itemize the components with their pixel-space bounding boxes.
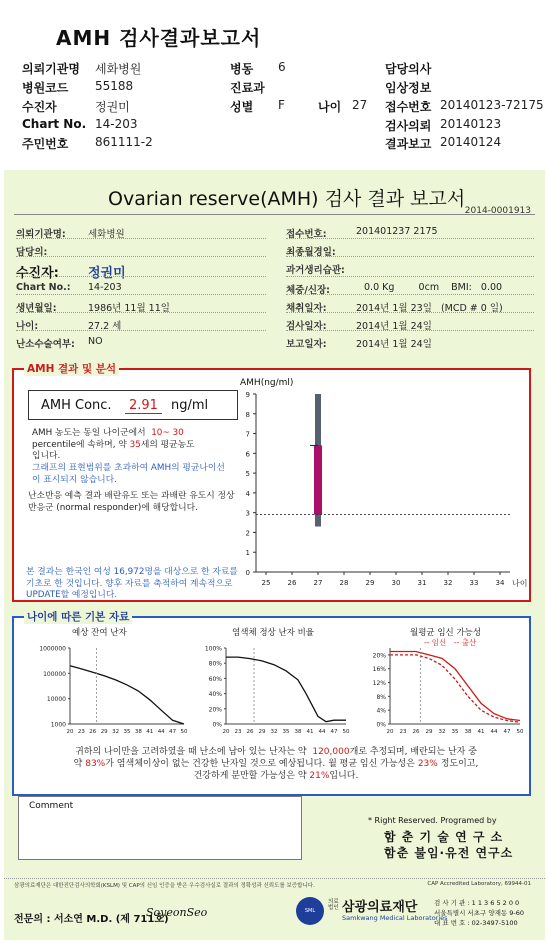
x-tick-label: 35: [451, 729, 459, 735]
x-tick-label: 50: [180, 729, 188, 735]
hdr-val-hospital-code: 55188: [95, 79, 134, 93]
y-tick-label: 100000: [43, 670, 66, 678]
series-line-1: [226, 657, 346, 722]
row-divider: [16, 256, 266, 257]
interp-text: 입니다.: [32, 451, 61, 461]
y-tick-label: 1000: [50, 721, 66, 729]
y-tick-label: 5: [245, 470, 250, 479]
y-tick-label: 60%: [208, 675, 222, 683]
hdr-key-patient: 수진자: [22, 100, 57, 114]
info-key-birthdate: 생년월일:: [16, 303, 57, 314]
y-tick-label: 9: [245, 391, 250, 399]
series-line-2: [390, 655, 520, 722]
x-tick-label: 33: [469, 579, 479, 587]
row-divider: [16, 276, 266, 277]
x-axis-label: 나이: [512, 579, 528, 588]
x-tick-label: 29: [425, 729, 433, 735]
legend-birth: -- 출산: [454, 638, 477, 647]
y-tick-label: 0: [245, 569, 250, 577]
y-tick-label: 7: [245, 430, 250, 439]
x-tick-label: 29: [100, 729, 108, 735]
summary-birth-rate: 21%: [309, 771, 330, 781]
hdr-val-patient: 정권미: [95, 100, 130, 114]
hdr-key-age: 나이: [318, 100, 342, 114]
info-val-report-date: 2014년 1월 24일: [356, 339, 432, 350]
comment-box: [18, 796, 302, 860]
x-tick-label: 25: [261, 579, 271, 587]
x-tick-label: 38: [294, 729, 302, 735]
y-tick-label: 40%: [208, 691, 222, 699]
y-tick-label: 10000: [46, 696, 66, 704]
hdr-key-id-number: 주민번호: [22, 137, 69, 151]
summary-pregnancy-rate: 23%: [417, 759, 438, 769]
hdr-key-chart-no: Chart No.: [22, 117, 87, 131]
info-key-accession: 접수번호:: [286, 229, 327, 240]
x-tick-label: 41: [306, 729, 314, 735]
y-tick-label: 1000000: [39, 645, 66, 653]
info-key-chart-no: Chart No.:: [16, 282, 71, 293]
hdr-key-doctor: 담당의사: [385, 62, 432, 76]
hdr-key-clinical: 임상정보: [385, 81, 432, 95]
row-divider: [16, 330, 266, 331]
hdr-val-institution: 세화병원: [95, 62, 142, 76]
x-tick-label: 26: [412, 729, 420, 735]
interp-text: 세의 평균농도: [140, 439, 195, 450]
hdr-val-accession: 20140123-72175: [440, 98, 544, 112]
info-key-collection-date: 채취일자:: [286, 303, 327, 314]
normal-oocyte-ratio-chart: [192, 640, 352, 740]
contact-lab-number: 검 사 기 관 : 1 1 3 6 5 2 0 0: [434, 899, 520, 907]
x-tick-label: 32: [270, 729, 278, 735]
info-val-institution: 세화병원: [88, 229, 125, 240]
age-reference-section: [12, 611, 531, 796]
summary-text: 귀하의 나이만을 고려하였을 때 난소에 남아 있는 난자는 약: [75, 747, 307, 757]
info-val-weight-height: 0.0 Kg 0cm BMI: 0.00: [364, 282, 503, 293]
specialist-name: 전문의 : 서소연 M.D. (제 711호): [14, 914, 169, 925]
summary-normal-ratio: 83%: [85, 759, 106, 769]
x-tick-label: 44: [490, 729, 498, 735]
report-title: Ovarian reserve(AMH) 검사 결과 보고서: [108, 188, 466, 210]
info-val-patient: 정권미: [88, 266, 126, 281]
summary-text: 약: [73, 759, 83, 769]
row-divider: [286, 276, 534, 277]
footer-divider: [4, 878, 545, 879]
x-tick-label: 35: [123, 729, 131, 735]
amh-responder-note: 난소반응 예측 결과 배란유도 또는 과배란 유도시 정상반응군 (normal responder)에 해당합니다.: [28, 491, 235, 513]
header-title: AMH 검사결과보고서: [56, 26, 262, 50]
x-tick-label: 38: [464, 729, 472, 735]
info-val-ovary-surgery: NO: [88, 336, 103, 347]
row-divider: [16, 294, 266, 295]
hdr-key-reported: 결과보고: [385, 137, 432, 151]
row-divider: [286, 312, 534, 313]
x-tick-label: 47: [503, 729, 511, 735]
info-key-patient: 수진자:: [16, 266, 59, 281]
info-val-collection-date: 2014년 1월 23일 (MCD # 0 일): [356, 303, 503, 314]
y-tick-label: 1: [245, 549, 250, 558]
chart2-title: 염색체 정상 난자 비율: [232, 628, 315, 638]
hdr-val-chart-no: 14-203: [95, 117, 138, 131]
y-tick-label: 80%: [208, 660, 222, 668]
hdr-val-age: 27: [352, 98, 368, 112]
y-tick-label: 4%: [376, 707, 386, 715]
x-tick-label: 34: [495, 579, 505, 587]
interp-percentile: 10~ 30: [151, 428, 184, 438]
remaining-oocytes-chart: [22, 640, 190, 740]
info-key-institution: 의뢰기관명:: [16, 229, 66, 240]
info-key-test-date: 검사일자:: [286, 321, 327, 332]
row-divider: [16, 238, 266, 239]
age-summary: [22, 746, 530, 782]
interp-age: 35: [129, 439, 141, 450]
monthly-pregnancy-chart: [356, 640, 526, 740]
x-tick-label: 32: [438, 729, 446, 735]
y-tick-label: 3: [245, 509, 250, 518]
report-sheet: [4, 170, 545, 940]
amh-chart-ylabel: AMH(ng/ml): [240, 378, 294, 388]
x-tick-label: 28: [339, 579, 349, 587]
info-key-lmp: 최종월경일:: [286, 247, 336, 258]
row-divider: [286, 330, 534, 331]
y-tick-label: 0%: [376, 721, 386, 729]
y-tick-label: 20%: [372, 652, 386, 660]
x-tick-label: 44: [318, 729, 326, 735]
summary-text: 입니다.: [329, 771, 359, 781]
x-tick-label: 32: [112, 729, 120, 735]
interquartile-box: [314, 445, 322, 514]
hdr-key-accession: 접수번호: [385, 100, 432, 114]
y-tick-label: 100%: [204, 645, 222, 653]
interp-text: percentile에 속하며, 약: [32, 439, 127, 450]
amh-conc-value: 2.91: [125, 398, 162, 414]
hdr-val-reported: 20140124: [440, 135, 502, 149]
hdr-val-ward: 6: [278, 60, 286, 74]
x-tick-label: 41: [477, 729, 485, 735]
organization-name-en: Samkwang Medical Laboratories: [342, 914, 448, 922]
y-tick-label: 8%: [376, 693, 386, 701]
chart1-title: 예상 잔여 난자: [72, 628, 127, 638]
x-tick-label: 29: [365, 579, 375, 587]
amh-blue-note: 그래프의 표현범위를 초과하여 AMH의 평균나이선이 표시되지 않습니다.: [32, 463, 225, 485]
y-tick-label: 16%: [372, 666, 386, 674]
amh-footnote: 본 결과는 한국인 여성 16,972명을 대상으로 한 자료를 기초로 한 것입니다. 향후 자료를 축적하여 계속적으로 UPDATE할 예정입니다.: [26, 567, 238, 600]
x-tick-label: 27: [313, 579, 323, 587]
organization-name: 삼광의료재단: [342, 900, 418, 915]
comment-label: Comment: [29, 801, 74, 811]
institute-1: 함 춘 기 술 연 구 소: [384, 830, 504, 844]
contact-address: 서울특별시 서초구 양재동 9-60: [434, 909, 525, 917]
x-tick-label: 20: [66, 729, 74, 735]
summary-text: 개로 추정되며, 배란되는 난자 중: [349, 747, 477, 757]
x-tick-label: 50: [342, 729, 350, 735]
x-tick-label: 47: [169, 729, 177, 735]
interp-text: AMH 농도는 동일 나이군에서: [32, 428, 146, 438]
x-tick-label: 26: [246, 729, 254, 735]
x-tick-label: 23: [77, 729, 85, 735]
x-tick-label: 31: [417, 579, 427, 587]
hdr-key-hospital-code: 병원코드: [22, 81, 69, 95]
info-val-birthdate: 1986년 11월 11일: [88, 303, 170, 314]
info-val-chart-no: 14-203: [88, 282, 122, 293]
title-divider: [14, 214, 535, 215]
row-divider: [286, 238, 534, 239]
series-line-1: [70, 666, 184, 724]
hdr-key-institution: 의뢰기관명: [22, 62, 80, 76]
y-tick-label: 20%: [208, 706, 222, 714]
y-tick-label: 12%: [372, 680, 386, 688]
summary-text: 가 염색체이상이 없는 건강한 난자일 것으로 예상됩니다. 월 평균 임신 가능성은: [105, 759, 415, 769]
report-header: [0, 0, 547, 168]
rights-text: * Right Reserved. Programed by: [368, 816, 497, 825]
amh-age-chart: [238, 386, 528, 598]
summary-text: 건강하게 분만할 가능성은 약: [193, 771, 307, 781]
amh-section-title: AMH 결과 및 분석: [24, 361, 119, 376]
x-tick-label: 26: [287, 579, 297, 587]
x-tick-label: 23: [234, 729, 242, 735]
amh-interpretation: [32, 428, 242, 463]
x-tick-label: 32: [443, 579, 453, 587]
row-divider: [286, 294, 534, 295]
info-val-age: 27.2 세: [88, 321, 122, 332]
x-tick-label: 44: [157, 729, 165, 735]
report-number: 2014-0001913: [464, 206, 531, 216]
x-tick-label: 26: [89, 729, 97, 735]
info-key-report-date: 보고일자:: [286, 339, 327, 350]
info-val-test-date: 2014년 1월 24일: [356, 321, 432, 332]
org-prefix: 의료 법인: [328, 899, 339, 911]
x-tick-label: 41: [146, 729, 154, 735]
summary-oocyte-count: 120,000: [312, 747, 350, 757]
x-tick-label: 30: [391, 579, 401, 587]
series-line-1: [390, 652, 520, 721]
institute-2: 함춘 불임·유전 연구소: [384, 846, 514, 860]
hdr-val-requested: 20140123: [440, 117, 502, 131]
hdr-key-ward: 병동: [230, 62, 254, 76]
x-tick-label: 23: [399, 729, 407, 735]
hdr-key-department: 진료과: [230, 81, 265, 95]
x-tick-label: 50: [516, 729, 524, 735]
smk-logo-icon: SML: [296, 897, 324, 925]
x-tick-label: 47: [330, 729, 338, 735]
amh-concentration-box: [28, 390, 238, 420]
y-tick-label: 6: [245, 450, 250, 459]
doctor-signature: SoyeonSeo: [146, 906, 208, 919]
info-key-weight-height: 체중/신장:: [286, 285, 330, 296]
x-tick-label: 38: [134, 729, 142, 735]
amh-result-section: [12, 363, 531, 602]
y-tick-label: 0%: [212, 721, 222, 729]
summary-text: 정도이고,: [440, 759, 479, 769]
x-tick-label: 35: [282, 729, 290, 735]
accreditation-disclaimer: 삼광의료재단은 대한진단검사의학회(KSLM) 및 CAP의 신임 인증을 받은 우수검사실로 결과의 정확성과 신뢰도를 보증합니다.: [14, 883, 315, 889]
amh-conc-label: AMH Conc.: [41, 398, 112, 413]
info-val-accession: 201401237 2175: [356, 226, 438, 237]
info-key-menstrual-history: 과거생리습관:: [286, 265, 345, 276]
x-tick-label: 29: [258, 729, 266, 735]
x-tick-label: 20: [222, 729, 230, 735]
y-tick-label: 8: [245, 410, 250, 419]
contact-phone: 대 표 번 호 : 02-3497-5100: [434, 919, 518, 927]
row-divider: [16, 312, 266, 313]
hdr-key-sex: 성별: [230, 100, 254, 114]
y-tick-label: 4: [245, 489, 250, 498]
amh-conc-unit: ng/ml: [171, 398, 209, 413]
legend-pregnancy: -- 임신: [424, 638, 447, 647]
info-key-ovary-surgery: 난소수술여부:: [16, 339, 75, 350]
x-tick-label: 20: [386, 729, 394, 735]
info-key-age: 나이:: [16, 321, 39, 332]
hdr-key-requested: 검사의뢰: [385, 119, 432, 133]
age-section-title: 나이에 따른 기본 자료: [24, 609, 132, 624]
hdr-val-sex: F: [278, 98, 285, 112]
info-key-doctor: 담당의:: [16, 247, 48, 258]
hdr-val-id-number: 861111-2: [95, 135, 153, 149]
cap-accreditation: CAP Accredited Laboratory, 69944-01: [427, 881, 531, 887]
row-divider: [286, 256, 534, 257]
chart3-title: 월평균 임신 가능성: [410, 628, 482, 638]
y-tick-label: 2: [245, 529, 250, 538]
